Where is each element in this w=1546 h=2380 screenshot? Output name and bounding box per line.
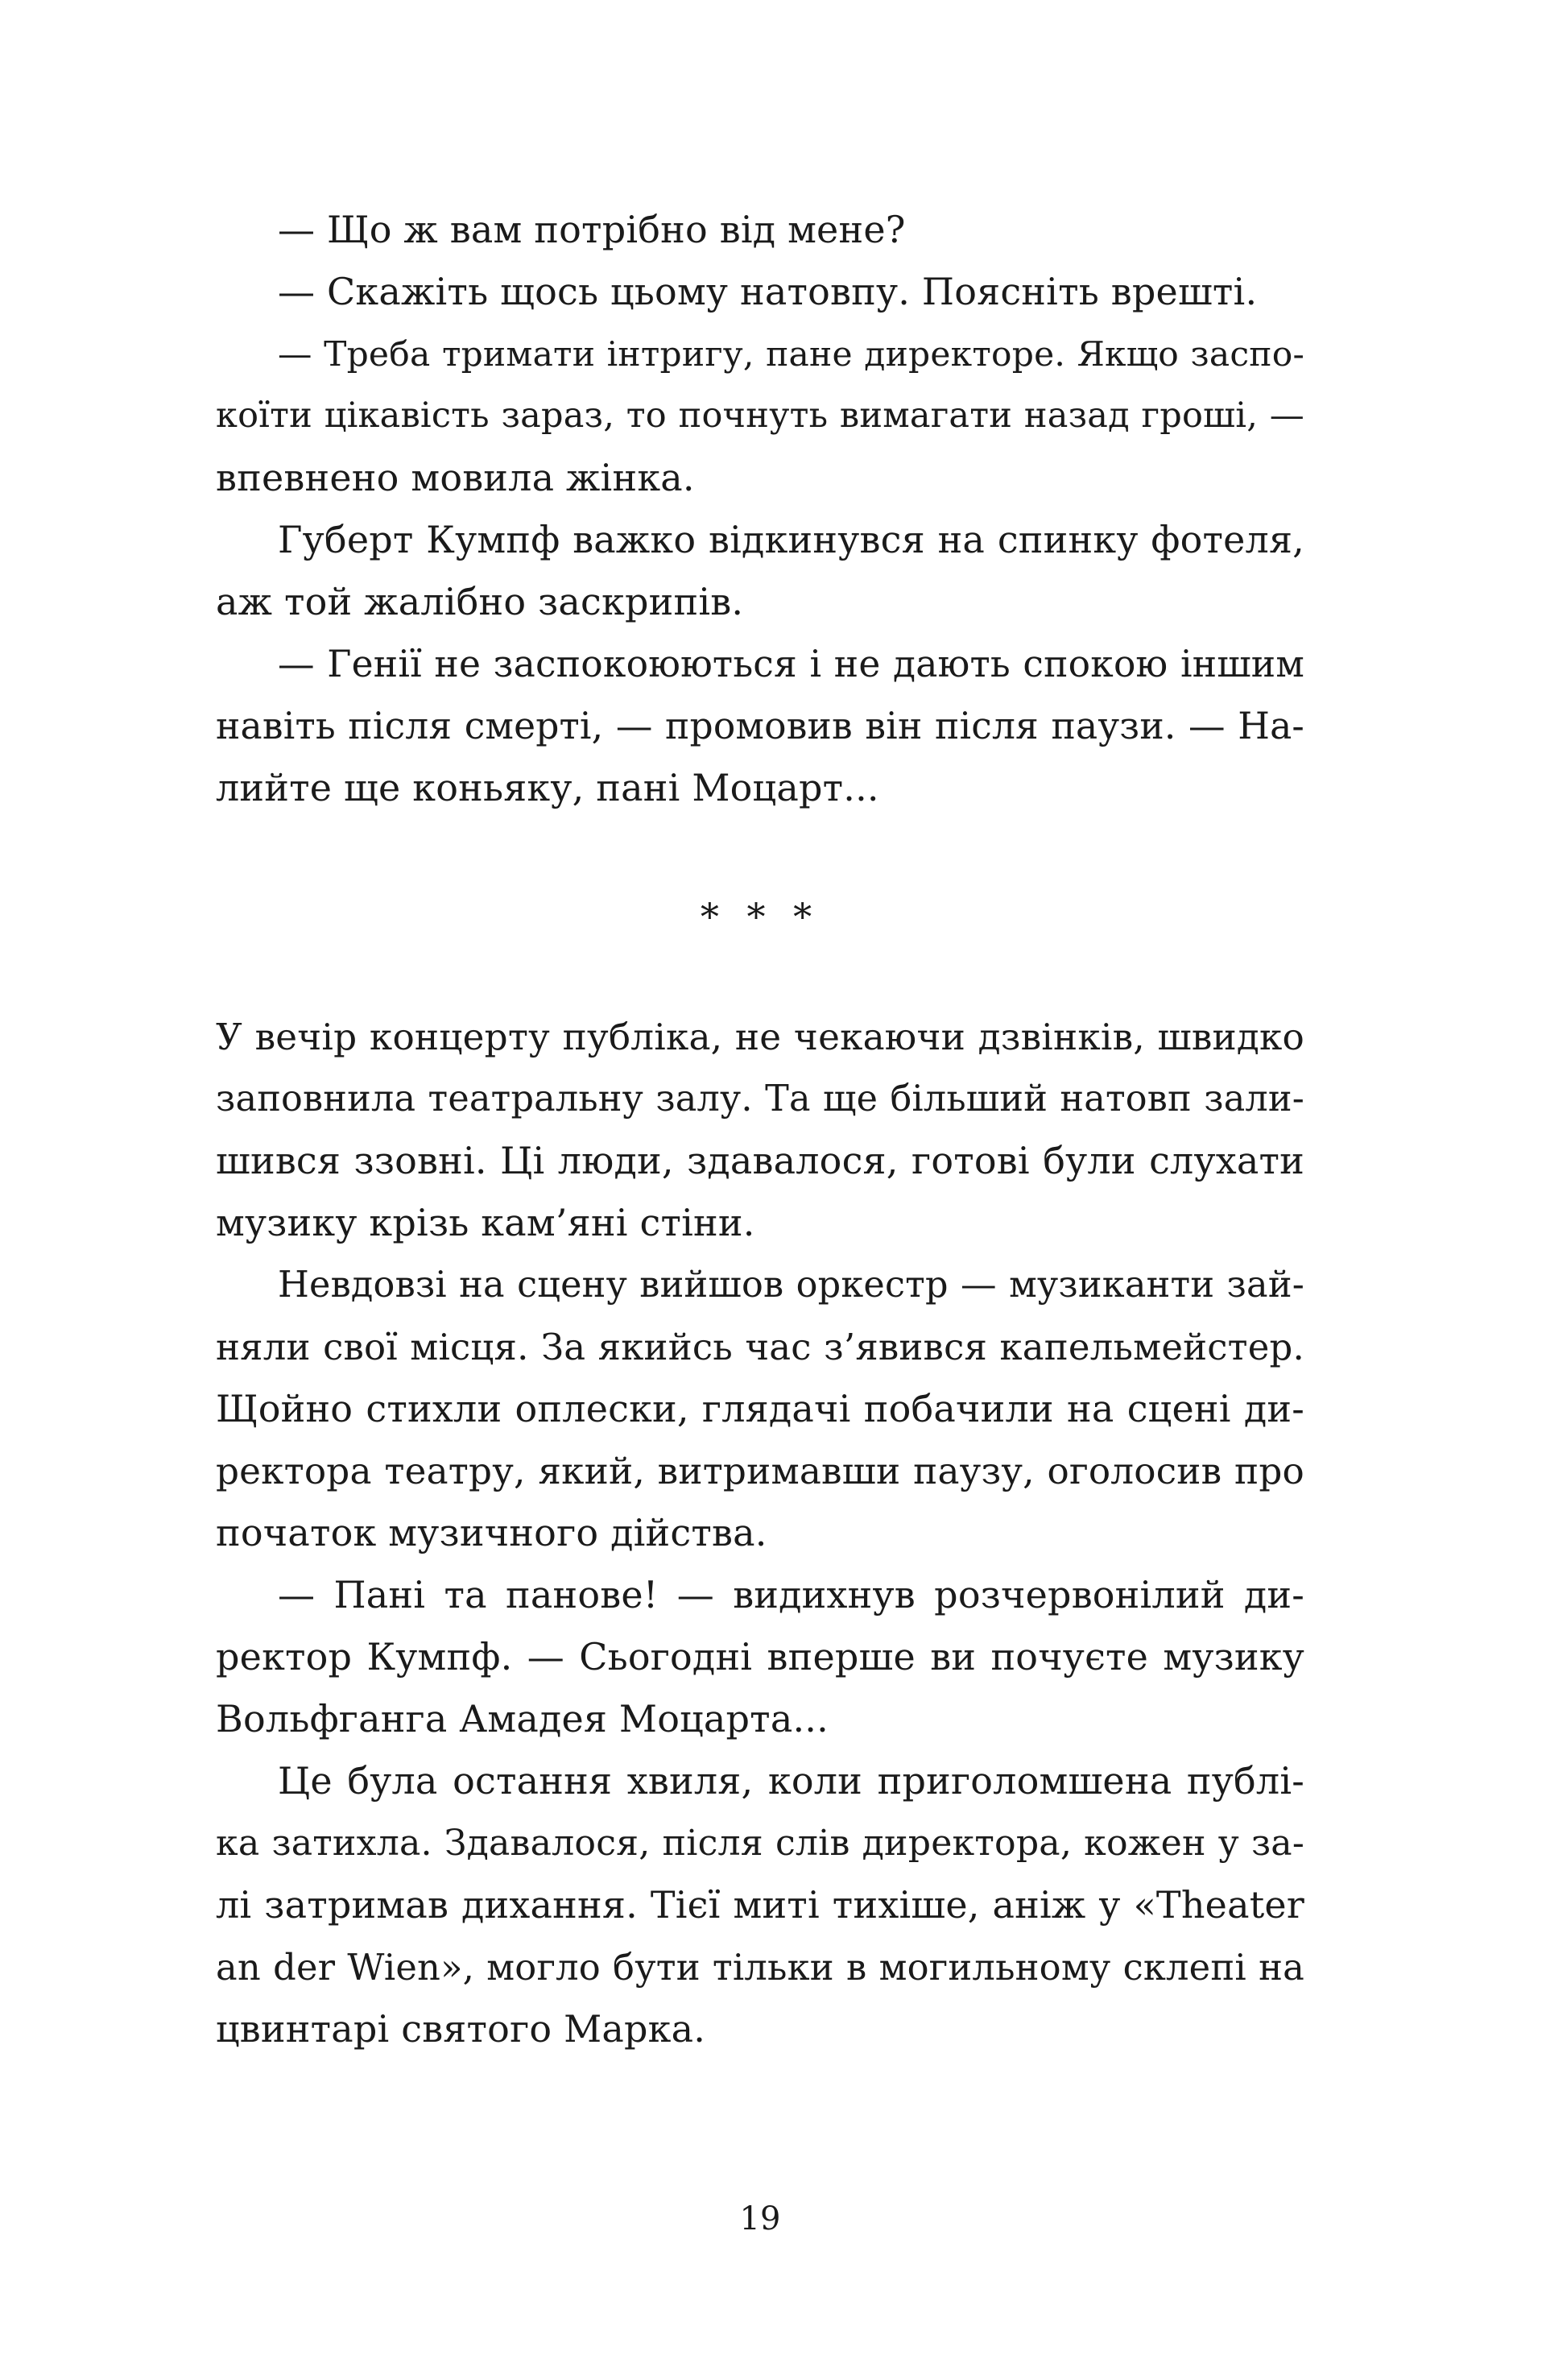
text-line: Це була остання хвиля, коли приголомшена публі-	[278, 1759, 1304, 1803]
text-line: ректор Кумпф. — Сьогодні вперше ви почуєте музику	[216, 1635, 1304, 1678]
paragraph-dialogue-4	[216, 633, 1304, 819]
text-line: У вечір концерту публіка, не чекаючи дзвінків, швидко	[216, 1016, 1304, 1058]
text-line: шився ззовні. Ці люди, здавалося, готові були слухати	[216, 1139, 1304, 1182]
paragraph-silence	[216, 1750, 1304, 2060]
text-line: лі затримав дихання. Тієї миті тихіше, аніж у «Theater	[216, 1883, 1304, 1927]
text-line: заповнила театральну залу. Та ще більший натовп зали-	[216, 1078, 1304, 1120]
page-number: 19	[739, 2200, 781, 2237]
book-page	[216, 0, 1304, 2380]
text-line: музику крізь кам’яні стіни.	[216, 1201, 755, 1244]
paragraph-narration-1	[216, 509, 1304, 633]
text-line: — Треба тримати інтригу, пане директоре. Якщо заспо-	[278, 334, 1304, 374]
scene-break-asterisks: * * *	[700, 895, 821, 938]
text-line: — Генії не заспокоюються і не дають спокою іншим	[278, 643, 1304, 685]
text-line: — Пані та панове! — видихнув розчервонілий ди-	[278, 1573, 1304, 1616]
text-line: Губерт Кумпф важко відкинувся на спинку фотеля,	[278, 518, 1304, 561]
text-line: початок музичного дійства.	[216, 1511, 767, 1554]
paragraph-dialogue-1	[216, 199, 1304, 261]
text-line: навіть після смерті, — промовив він після паузи. — На-	[216, 705, 1304, 747]
text-line: ректора театру, який, витримавши паузу, оголосив про	[216, 1450, 1304, 1492]
paragraph-orchestra	[216, 1254, 1304, 1564]
section-1	[216, 199, 1304, 819]
text-line: цвинтарі святого Марка.	[216, 2007, 706, 2051]
text-line: — Що ж вам потрібно від мене?	[278, 208, 906, 251]
text-line: Щойно стихли оплески, глядачі побачили на сцені ди-	[216, 1387, 1304, 1430]
text-line: — Скажіть щось цьому натовпу. Поясніть врешті.	[278, 270, 1258, 313]
text-line: Вольфганга Амадея Моцарта...	[216, 1697, 829, 1741]
text-line: няли свої місця. За якийсь час з’явився капельмейстер.	[216, 1326, 1304, 1368]
paragraph-dialogue-3	[216, 323, 1304, 509]
text-line: аж той жалібно заскрипів.	[216, 580, 744, 623]
text-line: впевнено мовила жінка.	[216, 456, 695, 499]
paragraph-director-speech	[216, 1564, 1304, 1750]
text-line: лийте ще коньяку, пані Моцарт...	[216, 766, 879, 809]
text-line: ка затихла. Здавалося, після слів директора, кожен у за-	[216, 1823, 1304, 1864]
text-line: коїти цікавість зараз, то почнуть вимагати назад гроші, —	[216, 395, 1304, 436]
text-line: an der Wien», могло бути тільки в могильному склепі на	[216, 1946, 1304, 1989]
section-2	[216, 1006, 1304, 2060]
text-line: Невдовзі на сцену вийшов оркестр — музиканти зай-	[278, 1264, 1304, 1306]
paragraph-dialogue-2	[216, 261, 1304, 323]
paragraph-concert-opening	[216, 1006, 1304, 1254]
